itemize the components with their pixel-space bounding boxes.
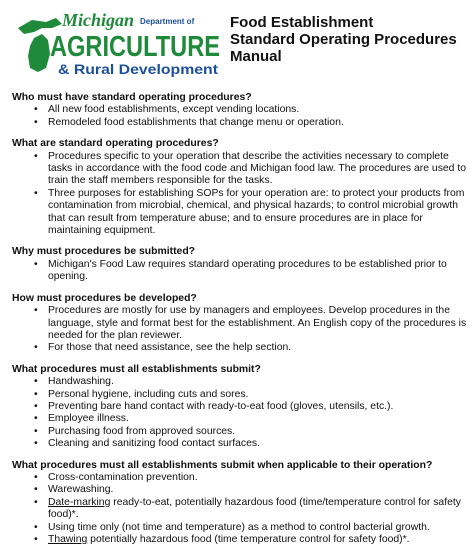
logo-line3: & Rural Development bbox=[58, 61, 219, 77]
list-item bbox=[34, 497, 470, 522]
title-line: Food Establishment bbox=[230, 14, 374, 31]
list-item: • For those that need assistance, see the help section. bbox=[34, 342, 470, 354]
bullet-list bbox=[12, 104, 470, 129]
bullet-list bbox=[12, 305, 470, 355]
section-question: What procedures must all establishments submit? bbox=[12, 363, 261, 375]
section-question: How must procedures be developed? bbox=[12, 292, 197, 304]
document-title bbox=[230, 14, 470, 65]
list-item: • Preventing bare hand contact with ready-to-eat food (gloves, utensils, etc.). bbox=[34, 401, 470, 413]
title-line: Manual bbox=[230, 48, 282, 65]
mdard-logo bbox=[12, 6, 224, 82]
list-item: • Procedures specific to your operation that describe the activities necessary to complete tasks in accordance with the food code and Michigan food law. The procedures are used to train the staff members responsible for the tasks. bbox=[34, 151, 470, 188]
logo-line2: AGRICULTURE bbox=[50, 31, 220, 63]
item-text: potentially hazardous food (time temperature control for safety food)*. bbox=[87, 534, 410, 545]
list-item: • Three purposes for establishing SOPs for your operation are: to protect your products from contamination from microbial, chemical, and physical hazards; to control microbial growth that can result from temperature abuse; and to ensure procedures are in place for maintaining equipment. bbox=[34, 188, 470, 238]
section-question: What are standard operating procedures? bbox=[12, 138, 219, 150]
list-item: • All new food establishments, except vending locations. bbox=[34, 104, 470, 116]
list-item: • Employee illness. bbox=[34, 413, 470, 425]
logo-line1b: Department of bbox=[140, 17, 195, 26]
section-question: Who must have standard operating procedures? bbox=[12, 92, 252, 103]
list-item bbox=[34, 534, 470, 546]
list-item: • Purchasing food from approved sources. bbox=[34, 426, 470, 438]
underlined-term: Date-marking bbox=[48, 496, 111, 508]
faq-content bbox=[12, 92, 470, 555]
bullet-list bbox=[12, 376, 470, 450]
logo-line1: Michigan bbox=[62, 10, 135, 30]
underlined-term: Thawing bbox=[48, 534, 88, 545]
list-item: • Using time only (not time and temperature) as a method to control bacterial growth. bbox=[34, 522, 470, 534]
bullet-list bbox=[12, 259, 470, 284]
list-item: • Personal hygiene, including cuts and sores. bbox=[34, 389, 470, 401]
list-item: • Procedures are mostly for use by managers and employees. Develop procedures in the language, style and format best for the establishment. An English copy of the procedures is needed for the plan reviewer. bbox=[34, 305, 470, 342]
list-item: • Handwashing. bbox=[34, 376, 470, 388]
item-text: ready-to-eat, potentially hazardous food (time/temperature control for safety food)*. bbox=[48, 496, 461, 521]
section-question: Why must procedures be submitted? bbox=[12, 246, 196, 258]
section-question: What procedures must all establishments submit when applicable to their operation? bbox=[12, 459, 433, 471]
list-item: • Michigan's Food Law requires standard operating procedures to be established prior to opening. bbox=[34, 259, 470, 284]
title-line: Standard Operating Procedures bbox=[230, 31, 457, 48]
list-item: • Cleaning and sanitizing food contact surfaces. bbox=[34, 438, 470, 450]
bullet-list bbox=[12, 472, 470, 546]
bullet-list bbox=[12, 151, 470, 238]
list-item: • Warewashing. bbox=[34, 484, 470, 496]
list-item: • Cross-contamination prevention. bbox=[34, 472, 470, 484]
list-item: • Remodeled food establishments that change menu or operation. bbox=[34, 117, 470, 129]
